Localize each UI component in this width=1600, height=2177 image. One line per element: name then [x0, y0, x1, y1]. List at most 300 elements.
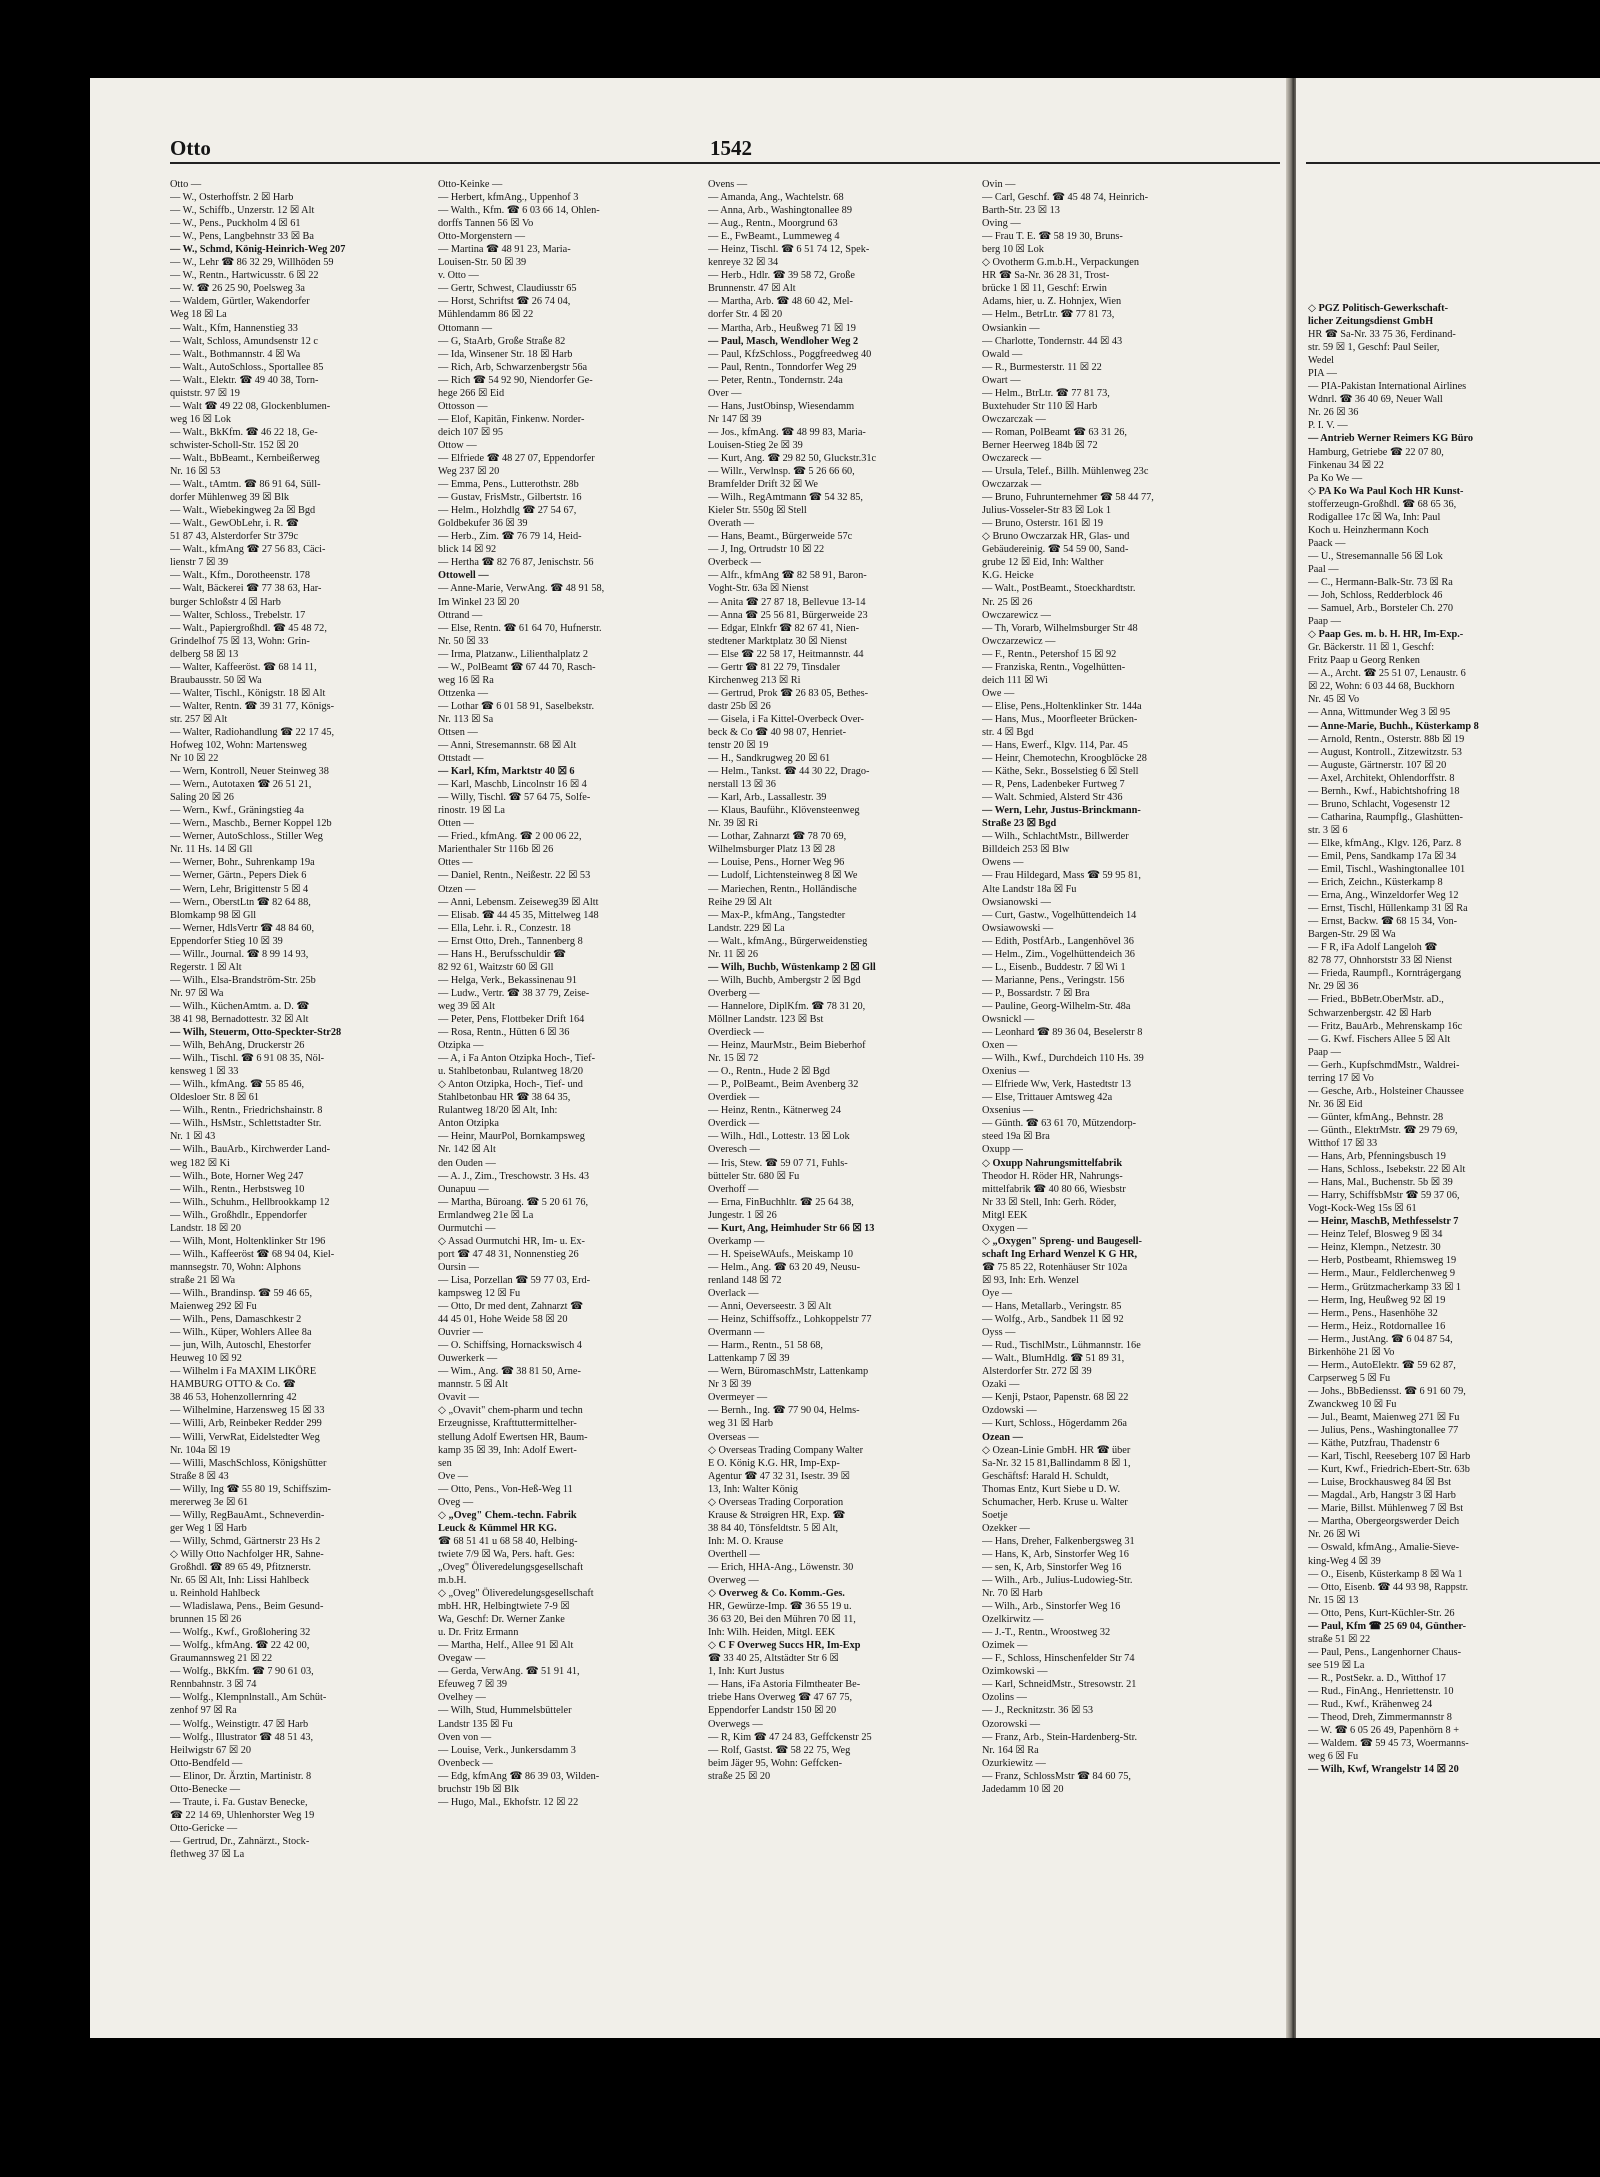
directory-line: berg 10 ☒ Lok	[982, 244, 1044, 256]
directory-line: Ozurkiewitz —	[982, 1757, 1046, 1769]
directory-line: — Else ☎ 22 58 17, Heitmannstr. 44	[708, 648, 864, 660]
directory-line: — Wern, Kontroll, Neuer Steinweg 38	[170, 766, 329, 778]
directory-line: terring 17 ☒ Vo	[1308, 1072, 1374, 1084]
directory-line: blick 14 ☒ 92	[438, 544, 497, 556]
directory-line: u. Stahlbetonbau, Rulantweg 18/20	[438, 1066, 583, 1078]
directory-line: — Peter, Rentn., Tondernstr. 24a	[708, 374, 843, 386]
directory-line: — Gisela, i Fa Kittel-Overbeck Over-	[708, 713, 864, 725]
directory-line: — Kurt, Schloss., Högerdamm 26a	[982, 1418, 1127, 1430]
directory-line: — Rud., FinAng., Henriettenstr. 10	[1308, 1685, 1454, 1697]
directory-line: — Wilh., Hdl., Lottestr. 13 ☒ Lok	[708, 1131, 850, 1143]
directory-line: Berner Heerweg 184b ☒ 72	[982, 439, 1098, 451]
directory-line: — W. ☎ 26 25 90, Poelsweg 3a	[170, 283, 305, 295]
directory-line: — F., Schloss, Hinschenfelder Str 74	[982, 1653, 1135, 1665]
directory-line: — Roman, PolBeamt ☎ 63 31 26,	[982, 426, 1127, 438]
directory-line: Oxenius —	[982, 1066, 1030, 1078]
directory-line: — Max-P., kfmAng., Tangstedter	[708, 909, 846, 921]
directory-line: — Heinr, MaschB, Methfesselstr 7	[1308, 1216, 1459, 1228]
directory-line: — Helm., Ang. ☎ 63 20 49, Neusu-	[708, 1261, 861, 1273]
directory-line: 38 84 40, Tönsfeldtstr. 5 ☒ Alt,	[708, 1522, 839, 1534]
directory-line: Zwanckweg 10 ☒ Fu	[1308, 1398, 1397, 1410]
directory-line: — Wilh, Mont, Holtenklinker Str 196	[170, 1235, 326, 1247]
directory-line: Nr. 26 ☒ Wi	[1308, 1529, 1361, 1541]
directory-line: — Willr., Journal. ☎ 8 99 14 93,	[170, 948, 309, 960]
directory-line: tenstr 20 ☒ 19	[708, 740, 769, 752]
directory-line: — J, Ing, Ortrudstr 10 ☒ 22	[708, 544, 825, 556]
directory-line: — Anna ☎ 25 56 81, Bürgerweide 23	[708, 609, 868, 621]
directory-line: Nr. 16 ☒ 53	[170, 466, 221, 478]
directory-line: ◇ „Oxygen" Spreng- und Baugesell-	[982, 1235, 1142, 1247]
directory-line: Owczarzak —	[982, 479, 1042, 491]
directory-line: Kirchenweg 213 ☒ Ri	[708, 674, 801, 686]
directory-line: — Walt., Bothmannstr. 4 ☒ Wa	[170, 348, 301, 360]
directory-line: Owczarzewicz —	[982, 635, 1056, 647]
directory-line: Brunnenstr. 47 ☒ Alt	[708, 283, 796, 295]
directory-line: — Rud., Kwf., Krähenweg 24	[1308, 1699, 1433, 1711]
directory-line: Otto —	[170, 179, 202, 190]
directory-line: burger Schloßstr 4 ☒ Harb	[170, 596, 281, 608]
directory-line: ☒ 22, Wohn: 6 03 44 68, Buckhorn	[1308, 681, 1455, 693]
directory-line: — Magdal., Arb, Hangstr 3 ☒ Harb	[1308, 1490, 1456, 1502]
directory-line: — Amanda, Ang., Wachtelstr. 68	[708, 192, 844, 204]
directory-line: ◇ PGZ Politisch-Gewerkschaft-	[1308, 303, 1449, 314]
directory-line: — Helm., Tankst. ☎ 44 30 22, Drago-	[708, 766, 870, 778]
directory-line: zenhof 97 ☒ Ra	[170, 1705, 237, 1717]
directory-line: — Paul, Rentn., Tonndorfer Weg 29	[708, 361, 857, 373]
directory-line: Reihe 29 ☒ Alt	[708, 896, 772, 908]
directory-line: — Waldem, Gürtler, Wakendorfer	[170, 296, 310, 308]
directory-line: — Peter, Pens, Flottbeker Drift 164	[438, 1014, 585, 1025]
directory-line: Grindelhof 75 ☒ 13, Wohn: Grin-	[170, 635, 310, 647]
directory-line: straße 21 ☒ Wa	[170, 1274, 236, 1286]
directory-line: Otten —	[438, 818, 474, 830]
directory-line: — Herm, Ing, Heußweg 92 ☒ 19	[1308, 1294, 1446, 1306]
directory-line: — Helm., BetrLtr. ☎ 77 81 73,	[982, 309, 1115, 321]
directory-line: — Willi, Arb, Reinbeker Redder 299	[170, 1418, 322, 1430]
directory-line: 51 87 43, Alsterdorfer Str 379c	[170, 531, 299, 543]
directory-line: — Walt, Bäckerei ☎ 77 38 63, Har-	[170, 583, 322, 595]
directory-line: triebe Hans Overweg ☎ 47 67 75,	[708, 1692, 853, 1704]
directory-line: ◇ Overseas Trading Corporation	[708, 1496, 844, 1508]
directory-line: — J., Recknitzstr. 36 ☒ 53	[982, 1705, 1094, 1717]
directory-line: — Walt. Schmied, Alsterd Str 436	[982, 792, 1123, 804]
directory-line: stofferzeugn-Großhdl. ☎ 68 65 36,	[1308, 498, 1457, 510]
directory-line: Wedel	[1308, 355, 1335, 367]
directory-line: — Frau T. E. ☎ 58 19 30, Bruns-	[982, 231, 1123, 243]
directory-line: Gr. Bäckerstr. 11 ☒ 1, Geschf:	[1308, 642, 1435, 654]
directory-line: mbH. HR, Helbingtwiete 7-9 ☒	[438, 1601, 570, 1613]
directory-line: — P., PolBeamt., Beim Avenberg 32	[708, 1079, 859, 1091]
directory-line: Overath —	[708, 518, 755, 530]
directory-line: port ☎ 47 48 31, Nonnenstieg 26	[438, 1248, 579, 1260]
directory-line: Owsnickl —	[982, 1014, 1035, 1025]
page-number: 1542	[710, 136, 752, 160]
directory-line: rinostr. 19 ☒ La	[438, 805, 505, 817]
directory-line: Otto-Keinke —	[438, 179, 503, 190]
directory-line: Oxygen —	[982, 1222, 1028, 1234]
directory-line: „Oveg" Öliveredelungsgesellschaft	[438, 1561, 584, 1573]
header-rule	[170, 162, 1280, 164]
directory-line: — Curt, Gastw., Vogelhüttendeich 14	[982, 909, 1137, 921]
directory-line: — W., Osterhoffstr. 2 ☒ Harb	[170, 192, 294, 204]
directory-line: Ottsen —	[438, 726, 478, 738]
directory-line: Barth-Str. 23 ☒ 13	[982, 205, 1060, 217]
directory-line: — Günth. ☎ 63 61 70, Mützendorp-	[982, 1118, 1137, 1130]
directory-line: Owczarewicz —	[982, 609, 1051, 621]
directory-line: Overhoff —	[708, 1183, 759, 1195]
directory-line: — Ursula, Telef., Billh. Mühlenweg 23c	[982, 466, 1149, 478]
directory-line: — Else, Trittauer Amtsweg 42a	[982, 1092, 1113, 1104]
directory-line: Geschäftsf: Harald H. Schuldt,	[982, 1470, 1109, 1482]
directory-line: Ovin —	[982, 179, 1016, 190]
directory-line: — W., Schiffb., Unzerstr. 12 ☒ Alt	[170, 205, 315, 217]
directory-line: Owart —	[982, 374, 1021, 386]
directory-line: Ozolins —	[982, 1692, 1027, 1704]
directory-line: mittelfabrik ☎ 40 80 66, Wiesbstr	[982, 1183, 1126, 1195]
directory-line: — Elise, Pens.,Holtenklinker Str. 144a	[982, 700, 1142, 712]
directory-line: Overlack —	[708, 1287, 759, 1299]
directory-line: Bramfelder Drift 32 ☒ We	[708, 479, 819, 491]
directory-line: — Heinr, MaurPol, Bornkampsweg	[438, 1131, 585, 1143]
directory-line: kampsweg 12 ☒ Fu	[438, 1287, 521, 1299]
directory-line: — Wilh., Elsa-Brandström-Str. 25b	[170, 974, 316, 986]
directory-line: — Herm., JustAng. ☎ 6 04 87 54,	[1308, 1333, 1453, 1345]
directory-line: — Alfr., kfmAng ☎ 82 58 91, Baron-	[708, 570, 867, 582]
directory-line: — A, i Fa Anton Otzipka Hoch-, Tief-	[438, 1053, 596, 1065]
directory-line: — C., Hermann-Balk-Str. 73 ☒ Ra	[1308, 576, 1453, 588]
directory-line: — Anni, Lebensm. Zeiseweg39 ☒ Altt	[438, 896, 599, 908]
directory-line: — Günter, kfmAng., Behnstr. 28	[1308, 1111, 1444, 1123]
directory-line: — Waldem. ☎ 59 45 73, Woermanns-	[1308, 1738, 1469, 1750]
directory-line: — Herm., Maur., Feldlerchenweg 9	[1308, 1268, 1455, 1280]
directory-line: Landstr 135 ☒ Fu	[438, 1718, 513, 1730]
directory-line: — Erich, Zeichn., Küsterkamp 8	[1308, 877, 1443, 889]
directory-line: — G. Kwf. Fischers Allee 5 ☒ Alt	[1308, 1033, 1451, 1045]
directory-line: Nr. 65 ☒ Alt, Inh: Lissi Hahlbeck	[170, 1575, 310, 1587]
column-1	[170, 178, 432, 1861]
directory-line: Efeuweg 7 ☒ 39	[438, 1679, 507, 1691]
directory-line: — Anna, Arb., Washingtonallee 89	[708, 205, 852, 217]
directory-line: — Erna, Ang., Winzeldorfer Weg 12	[1308, 890, 1459, 902]
directory-line: 44 45 01, Hohe Weide 58 ☒ 20	[438, 1314, 568, 1326]
directory-line: P. I. V. —	[1308, 420, 1348, 432]
directory-line: brunnen 15 ☒ 26	[170, 1614, 242, 1626]
directory-line: Nr. 164 ☒ Ra	[982, 1744, 1039, 1756]
directory-line: Landstr. 18 ☒ 20	[170, 1222, 242, 1234]
directory-line: ◇ Ovotherm G.m.b.H., Verpackungen	[982, 257, 1140, 269]
directory-line: Nr. 25 ☒ 26	[982, 596, 1033, 608]
directory-line: — Ella, Lehr. i. R., Conzestr. 18	[438, 922, 571, 934]
directory-line: — Heinz, Klempn., Netzestr. 30	[1308, 1242, 1441, 1254]
directory-line: — Marianne, Pens., Veringstr. 156	[982, 974, 1125, 986]
directory-line: mererweg 3e ☒ 61	[170, 1496, 249, 1508]
directory-line: — L., Eisenb., Buddestr. 7 ☒ Wi 1	[982, 961, 1126, 973]
directory-line: — Wolfg., BkKfm. ☎ 7 90 61 03,	[170, 1666, 314, 1678]
directory-line: Oyss —	[982, 1327, 1016, 1339]
directory-line: Gebäudereinig. ☎ 54 59 00, Sand-	[982, 544, 1129, 556]
directory-line: Witthof 17 ☒ 33	[1308, 1138, 1378, 1149]
directory-line: — Wim., Ang. ☎ 38 81 50, Arne-	[438, 1366, 581, 1378]
directory-line: — Bernh., Ing. ☎ 77 90 04, Helms-	[708, 1405, 860, 1417]
directory-line: — Walt., kfmAng ☎ 27 56 83, Cäci-	[170, 544, 326, 556]
directory-line: — Paul, Masch, Wendloher Weg 2	[708, 335, 859, 347]
directory-line: twiete 7/9 ☒ Wa, Pers. haft. Ges:	[438, 1548, 575, 1560]
directory-line: — Willy, Ing ☎ 55 80 19, Schiffszim-	[170, 1483, 331, 1495]
directory-line: Nr. 29 ☒ 36	[1308, 981, 1359, 993]
directory-line: — Paul, Pens., Langenhorner Chaus-	[1308, 1646, 1461, 1658]
directory-line: Nr 147 ☒ 39	[708, 413, 762, 425]
directory-line: — Wilh, Buchb, Wüstenkamp 2 ☒ Gll	[708, 961, 876, 973]
directory-line: ◇ Overseas Trading Company Walter	[708, 1444, 864, 1456]
directory-line: weg 31 ☒ Harb	[708, 1418, 773, 1430]
directory-line: Jadedamm 10 ☒ 20	[982, 1783, 1064, 1795]
directory-line: — Wilh., RegAmtmann ☎ 54 32 85,	[708, 492, 863, 504]
directory-line: — Julius, Pens., Washingtonallee 77	[1308, 1425, 1459, 1437]
directory-line: — Martina ☎ 48 91 23, Maria-	[438, 244, 571, 256]
directory-line: — Willi, MaschSchloss, Königshütter	[170, 1457, 327, 1469]
directory-line: — W., Pens, Langbehnstr 33 ☒ Ba	[170, 231, 314, 243]
directory-line: Koch u. Heinzhermann Koch	[1308, 524, 1429, 536]
directory-line: — Wilh, Buchb, Ambergstr 2 ☒ Bgd	[708, 974, 861, 986]
directory-line: Inh: Wilh. Heiden, Mitgl. EEK	[708, 1627, 836, 1639]
directory-line: — Herb., Hdlr. ☎ 39 58 72, Große	[708, 270, 855, 282]
directory-line: str. 3 ☒ 6	[1308, 824, 1348, 836]
column-3	[708, 178, 976, 1783]
directory-line: — Walt., GewObLehr, i. R. ☎	[170, 518, 299, 530]
directory-line: HR ☎ Sa-Nr. 33 75 36, Ferdinand-	[1308, 329, 1456, 341]
directory-line: Overdieck —	[708, 1027, 764, 1039]
directory-line: — W., Pens., Puckholm 4 ☒ 61	[170, 218, 301, 230]
directory-line: Oxsenius —	[982, 1105, 1034, 1117]
directory-line: — Bruno, Osterstr. 161 ☒ 19	[982, 518, 1104, 530]
directory-line: — Fried., BbBetr.OberMstr. aD.,	[1308, 994, 1444, 1006]
directory-line: — Paul, Kfm ☎ 25 69 04, Günther-	[1308, 1620, 1467, 1632]
directory-line: Oxen —	[982, 1040, 1018, 1052]
directory-line: — Wilh., Großhdlr., Eppendorfer	[170, 1209, 307, 1221]
directory-line: — Wilh., Brandinsp. ☎ 59 46 65,	[170, 1287, 313, 1299]
directory-line: — Werner, Gärtn., Pepers Diek 6	[170, 870, 307, 882]
directory-line: — Paul, KfzSchloss., Poggfreedweg 40	[708, 348, 872, 360]
directory-line: — Wern, Lehr, Justus-Brinckmann-	[982, 805, 1141, 817]
directory-line: — Hans, Metallarb., Veringstr. 85	[982, 1301, 1122, 1313]
directory-line: — sen, K, Arb, Sinstorfer Weg 16	[982, 1561, 1122, 1573]
directory-line: — Walt., Elektr. ☎ 49 40 38, Torn-	[170, 374, 319, 386]
directory-line: Heuweg 10 ☒ 92	[170, 1353, 242, 1365]
directory-line: king-Weg 4 ☒ 39	[1308, 1555, 1381, 1567]
directory-line: Nr. 39 ☒ Ri	[708, 818, 758, 830]
directory-line: — Elisab. ☎ 44 45 35, Mittelweg 148	[438, 909, 599, 921]
directory-line: — O. Schiffsing, Hornackswisch 4	[438, 1340, 582, 1352]
directory-line: — Ludw., Vertr. ☎ 38 37 79, Zeise-	[438, 987, 590, 999]
directory-line: — Hans, Mal., Buchenstr. 5b ☒ 39	[1308, 1177, 1453, 1189]
directory-line: ◇ Willy Otto Nachfolger HR, Sahne-	[170, 1548, 324, 1560]
directory-line: — Wern., Maschb., Berner Koppel 12b	[170, 818, 332, 830]
directory-line: — Th, Vorarb, Wilhelmsburger Str 48	[982, 622, 1138, 634]
directory-line: Ozelkirwitz —	[982, 1614, 1044, 1626]
directory-line: Nr. 97 ☒ Wa	[170, 987, 224, 999]
directory-line: — Lothar, Zahnarzt ☎ 78 70 69,	[708, 831, 847, 843]
directory-line: weg 16 ☒ Ra	[438, 674, 494, 686]
directory-line: delberg 58 ☒ 13	[170, 648, 239, 660]
directory-line: — Hans, iFa Astoria Filmtheater Be-	[708, 1679, 861, 1691]
directory-line: — Emil, Pens, Sandkamp 17a ☒ 34	[1308, 850, 1457, 862]
directory-line: Ottomann —	[438, 322, 493, 334]
directory-line: — Wilh., Küper, Wohlers Allee 8a	[170, 1327, 312, 1339]
directory-line: — Kurt, Ang. ☎ 29 82 50, Gluckstr.31c	[708, 452, 877, 464]
directory-line: — Günth., ElektrMstr. ☎ 29 79 69,	[1308, 1124, 1458, 1136]
directory-line: dorfer Str. 4 ☒ 20	[708, 309, 783, 321]
directory-line: HR ☎ Sa-Nr. 36 28 31, Trost-	[982, 270, 1110, 282]
directory-line: E O. König K.G. HR, Imp-Exp-	[708, 1457, 840, 1469]
directory-line: Owczareck —	[982, 452, 1042, 464]
directory-line: Alsterdorfer Str. 272 ☒ 39	[982, 1366, 1092, 1378]
directory-line: str. 257 ☒ Alt	[170, 713, 228, 725]
directory-line: — R., Burmesterstr. 11 ☒ 22	[982, 361, 1102, 373]
directory-line: — Willr., Verwlnsp. ☎ 5 26 66 60,	[708, 466, 855, 478]
directory-line: Pa Ko We —	[1308, 472, 1363, 484]
directory-line: Nr. 45 ☒ Vo	[1308, 694, 1360, 706]
directory-line: renland 148 ☒ 72	[708, 1274, 782, 1286]
directory-line: — Frau Hildegard, Mass ☎ 59 95 81,	[982, 870, 1141, 882]
directory-line: Theodor H. Röder HR, Nahrungs-	[982, 1170, 1123, 1182]
directory-line: — Werner, HdlsVertr ☎ 48 84 60,	[170, 922, 315, 934]
directory-line: bruchstr 19b ☒ Blk	[438, 1783, 520, 1795]
directory-line: — Wilh., HsMstr., Schlettstadter Str.	[170, 1118, 322, 1130]
directory-line: Oving —	[982, 218, 1021, 230]
directory-line: Maienweg 292 ☒ Fu	[170, 1301, 257, 1313]
directory-line: — jun, Wilh, Autoschl, Ehestorfer	[170, 1340, 311, 1352]
directory-line: — Willy, Schmd, Gärtnerstr 23 Hs 2	[170, 1535, 321, 1547]
directory-line: — Wilhelmine, Harzensweg 15 ☒ 33	[170, 1405, 325, 1417]
running-head-word: Otto	[170, 136, 211, 160]
directory-line: — Edith, PostfArb., Langenhövel 36	[982, 935, 1134, 947]
directory-line: — Herbert, kfmAng., Uppenhof 3	[438, 192, 579, 204]
directory-line: bütteler Str. 680 ☒ Fu	[708, 1170, 800, 1182]
directory-line: — O., Rentn., Hude 2 ☒ Bgd	[708, 1066, 830, 1078]
column-4	[982, 178, 1254, 1796]
directory-line: — Harry, SchiffsbMstr ☎ 59 37 06,	[1308, 1190, 1460, 1202]
directory-line: Ove —	[438, 1470, 469, 1482]
directory-line: 82 92 61, Waitzstr 60 ☒ Gll	[438, 961, 554, 973]
directory-line: — W., Lehr ☎ 86 32 29, Willhöden 59	[170, 257, 334, 269]
directory-line: HR, Gewürze-Imp. ☎ 36 55 19 u.	[708, 1601, 852, 1613]
directory-line: — Willy, RegBauAmt., Schneverdin-	[170, 1509, 325, 1521]
directory-line: — Klaus, Bauführ., Klövensteenweg	[708, 805, 860, 817]
directory-line: — Hans H., Berufsschuldir ☎	[438, 948, 566, 960]
directory-line: — Elke, kfmAng., Klgv. 126, Parz. 8	[1308, 837, 1462, 849]
directory-line: brücke 1 ☒ 11, Geschf: Erwin	[982, 283, 1107, 295]
directory-line: — Walter, Radiohandlung ☎ 22 17 45,	[170, 726, 335, 738]
directory-line: — Hans, Beamt., Bürgerweide 57c	[708, 531, 853, 543]
directory-line: Ounapuu —	[438, 1183, 489, 1195]
directory-line: — Hans, Ewerf., Klgv. 114, Par. 45	[982, 740, 1128, 752]
directory-line: — Helga, Verk., Bekassinenau 91	[438, 974, 578, 986]
directory-line: deich 107 ☒ 95	[438, 426, 503, 438]
directory-line: — Catharina, Raumpflg., Glashütten-	[1308, 811, 1463, 823]
directory-line: Kieler Str. 550g ☒ Stell	[708, 505, 807, 517]
directory-line: Otto-Gericke —	[170, 1822, 238, 1834]
directory-line: — F., Rentn., Petershof 15 ☒ 92	[982, 648, 1117, 660]
directory-line: den Ouden —	[438, 1157, 496, 1169]
directory-line: Ovenbeck —	[438, 1757, 493, 1769]
directory-line: — H., Sandkrugweg 20 ☒ 61	[708, 753, 831, 765]
directory-line: Wilhelmsburger Platz 13 ☒ 28	[708, 844, 836, 856]
directory-line: — Heinz, Tischl. ☎ 6 51 74 12, Spek-	[708, 244, 870, 256]
directory-line: — Aug., Rentn., Moorgrund 63	[708, 218, 838, 230]
directory-line: Overberg —	[708, 987, 760, 999]
directory-line: — Wilh, Kwf, Wrangelstr 14 ☒ 20	[1308, 1764, 1459, 1776]
directory-line: Overdiek —	[708, 1092, 760, 1104]
directory-line: — Franz, Arb., Stein-Hardenberg-Str.	[982, 1731, 1138, 1743]
directory-line: — Ernst, Backw. ☎ 68 15 34, Von-	[1308, 916, 1458, 928]
directory-line: — Wolfg., Arb., Sandbek 11 ☒ 92	[982, 1314, 1124, 1326]
directory-line: — Elfriede Ww, Verk, Hastedtstr 13	[982, 1079, 1132, 1091]
directory-line: dastr 25b ☒ 26	[708, 700, 771, 712]
directory-line: Eppendorfer Landstr 150 ☒ 20	[708, 1705, 837, 1717]
directory-line: — Anni, Oeverseestr. 3 ☒ Alt	[708, 1301, 832, 1313]
directory-line: — Hertha ☎ 82 76 87, Jenischstr. 56	[438, 557, 594, 569]
directory-line: Buxtehuder Str 110 ☒ Harb	[982, 400, 1098, 412]
directory-line: — Elfriede ☎ 48 27 07, Eppendorfer	[438, 452, 595, 464]
directory-line: Overmeyer —	[708, 1392, 768, 1404]
directory-line: ◇ Ozean-Linie GmbH. HR ☎ über	[982, 1444, 1131, 1456]
directory-line: — Wilh, BehAng, Druckerstr 26	[170, 1040, 305, 1052]
directory-line: — R, Kim ☎ 47 24 83, Geffckenstr 25	[708, 1731, 872, 1743]
directory-line: — Iris, Stew. ☎ 59 07 71, Fuhls-	[708, 1157, 848, 1169]
directory-line: — Walt., Kfm, Hannenstieg 33	[170, 322, 298, 334]
directory-line: Nr. 36 ☒ Eid	[1308, 1098, 1363, 1110]
directory-line: — Wern., OberstLtn ☎ 82 64 88,	[170, 896, 311, 908]
directory-line: Saling 20 ☒ 26	[170, 792, 234, 804]
directory-line: Blomkamp 98 ☒ Gll	[170, 909, 257, 921]
directory-line: Ovelhey —	[438, 1692, 486, 1704]
directory-line: Leuck & Kümmel HR KG.	[438, 1522, 557, 1534]
directory-line: — Otto, Eisenb. ☎ 44 93 98, Rappstr.	[1308, 1581, 1469, 1593]
directory-line: Ottzenka —	[438, 687, 489, 699]
directory-line: sen	[438, 1457, 452, 1469]
directory-line: — Wilh., Arb., Julius-Ludowieg-Str.	[982, 1575, 1133, 1587]
directory-line: Inh: M. O. Krause	[708, 1535, 784, 1547]
directory-line: — Gertr ☎ 81 22 79, Tinsdaler	[708, 661, 841, 673]
directory-line: Nr. 50 ☒ 33	[438, 635, 489, 647]
directory-line: — Martha, Büroang. ☎ 5 20 61 76,	[438, 1196, 589, 1208]
directory-line: Ottow —	[438, 439, 477, 451]
directory-line: — W. ☎ 6 05 26 49, Papenhörn 8 +	[1308, 1725, 1460, 1737]
directory-line: — Käthe, Sekr., Bosselstieg 6 ☒ Stell	[982, 766, 1139, 778]
directory-line: — Anni, Stresemannstr. 68 ☒ Alt	[438, 740, 577, 752]
directory-line: — Samuel, Arb., Borsteler Ch. 270	[1308, 603, 1454, 615]
directory-line: — Walt., PostBeamt., Stoeckhardtstr.	[982, 583, 1136, 595]
directory-line: — Martha, Obergeorgswerder Deich	[1308, 1516, 1460, 1528]
directory-line: — Gerh., KupfschmdMstr., Waldrei-	[1308, 1059, 1460, 1071]
directory-line: Nr. 15 ☒ 72	[708, 1053, 759, 1065]
directory-line: — F R, iFa Adolf Langeloh ☎	[1308, 942, 1438, 954]
directory-line: m.b.H.	[438, 1575, 467, 1587]
directory-line: 13, Inh: Walter König	[708, 1483, 798, 1495]
directory-line: 82 78 77, Ohnhorststr 33 ☒ Nienst	[1308, 955, 1452, 967]
directory-line: — Auguste, Gärtnerstr. 107 ☒ 20	[1308, 759, 1447, 771]
directory-line: straße 25 ☒ 20	[708, 1770, 771, 1782]
directory-line: Oven von —	[438, 1731, 492, 1743]
directory-line: Paack —	[1308, 537, 1346, 549]
directory-line: — Willy, Tischl. ☎ 57 64 75, Solfe-	[438, 792, 591, 804]
directory-line: PIA —	[1308, 368, 1337, 380]
directory-line: — Else, Rentn. ☎ 61 64 70, Hufnerstr.	[438, 622, 602, 634]
directory-line: — Wilh., Tischl. ☎ 6 91 08 35, Nöl-	[170, 1053, 325, 1065]
directory-line: — Louise, Pens., Horner Weg 96	[708, 857, 845, 869]
directory-line: — Herm., Pens., Hasenhöhe 32	[1308, 1307, 1438, 1319]
directory-line: — Erich, HHA-Ang., Löwenstr. 30	[708, 1561, 854, 1573]
